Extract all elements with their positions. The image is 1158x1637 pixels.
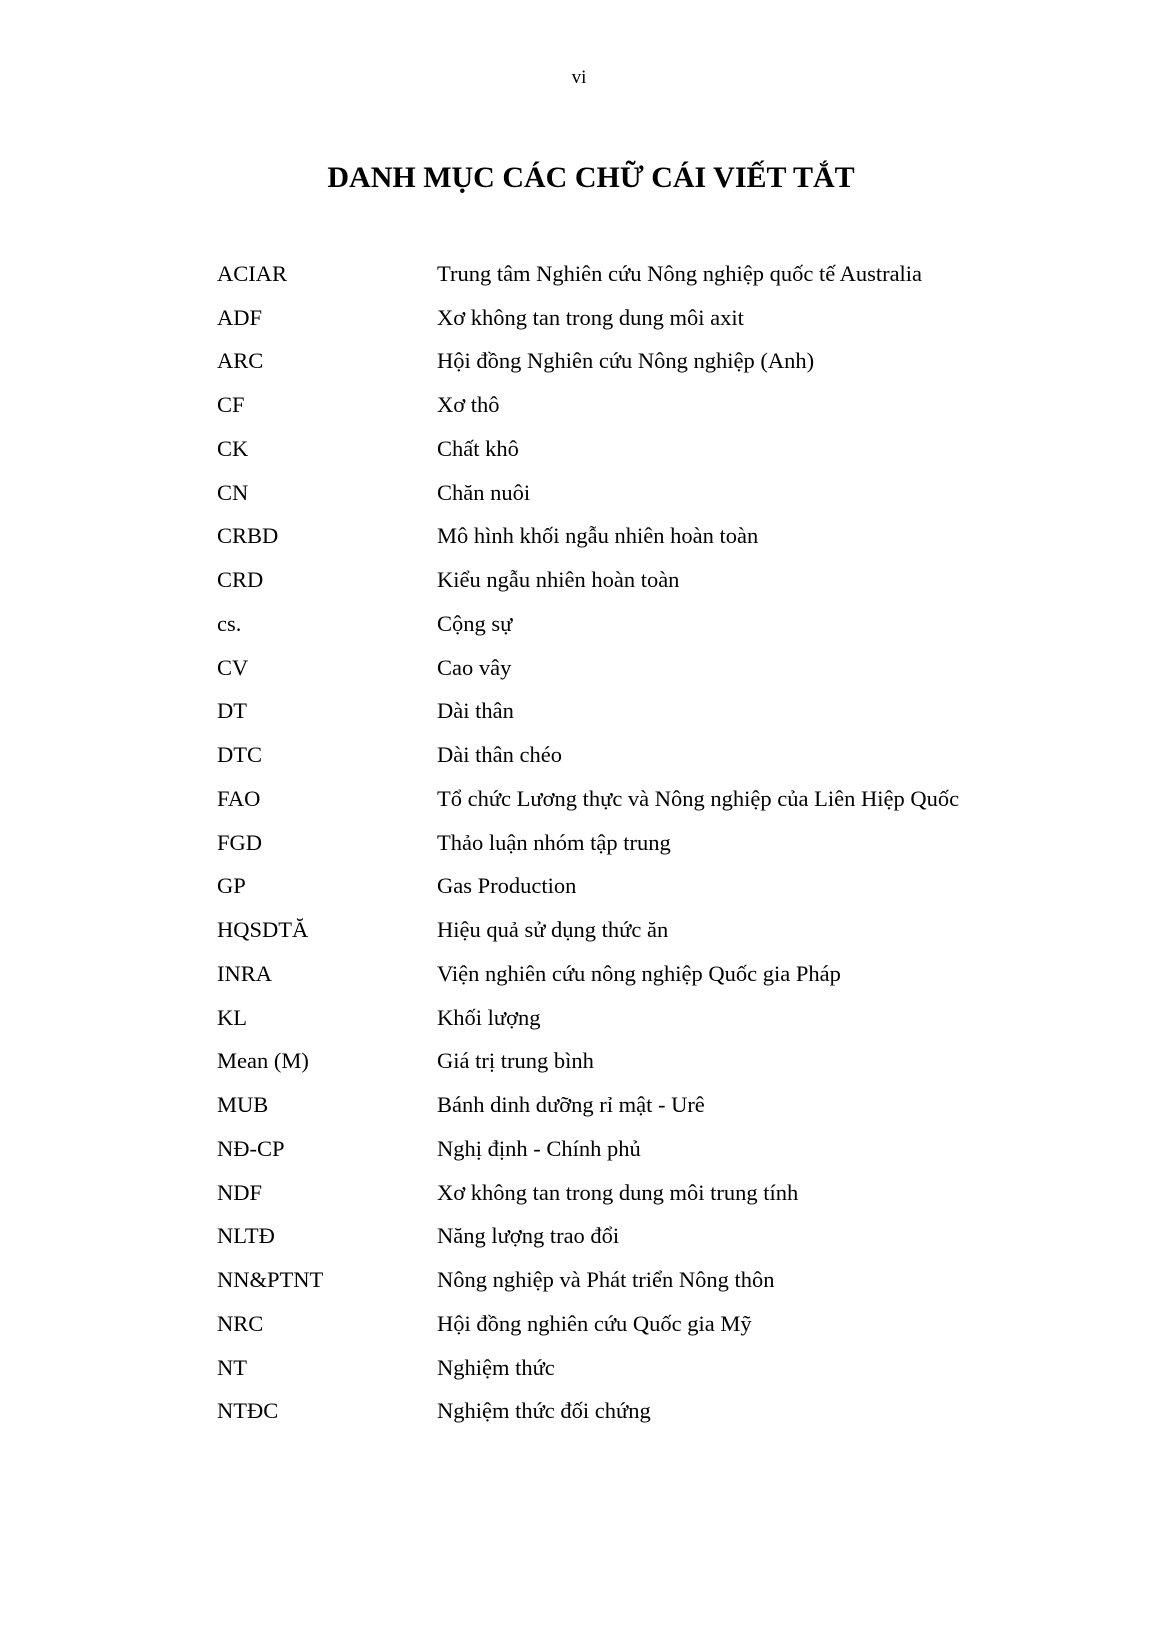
abbreviation-term: ADF xyxy=(217,304,263,330)
list-item xyxy=(217,383,1117,427)
abbreviation-term: NDF xyxy=(217,1179,263,1205)
page-title: DANH MỤC CÁC CHỮ CÁI VIẾT TẮT xyxy=(327,161,855,194)
abbreviation-term: NTĐC xyxy=(217,1398,279,1424)
abbreviation-definition: Hiệu quả sử dụng thức ăn xyxy=(437,917,669,943)
abbreviation-term: CN xyxy=(217,479,249,505)
list-item xyxy=(217,1215,1117,1259)
abbreviation-term: FGD xyxy=(217,829,263,855)
abbreviation-definition: Giá trị trung bình xyxy=(437,1048,594,1074)
list-item xyxy=(217,515,1117,559)
abbreviation-term: CF xyxy=(217,392,245,418)
abbreviation-term: DTC xyxy=(217,742,262,768)
abbreviation-term: ACIAR xyxy=(217,260,288,286)
list-item xyxy=(217,952,1117,996)
abbreviation-list xyxy=(217,252,1117,1433)
list-item xyxy=(217,1171,1117,1215)
abbreviation-definition: Mô hình khối ngẫu nhiên hoàn toàn xyxy=(437,523,759,549)
abbreviation-term: Mean (M) xyxy=(217,1048,309,1074)
abbreviation-term: CRD xyxy=(217,567,264,593)
list-item xyxy=(217,1040,1117,1084)
abbreviation-definition: Xơ không tan trong dung môi axit xyxy=(437,304,744,330)
abbreviation-term: ARC xyxy=(217,348,264,374)
abbreviation-definition: Nông nghiệp và Phát triển Nông thôn xyxy=(437,1267,775,1293)
list-item xyxy=(217,1302,1117,1346)
abbreviation-term: HQSDTĂ xyxy=(217,917,309,943)
list-item xyxy=(217,1258,1117,1302)
list-item xyxy=(217,558,1117,602)
abbreviation-term: MUB xyxy=(217,1092,269,1118)
abbreviation-definition: Gas Production xyxy=(437,873,577,899)
list-item xyxy=(217,427,1117,471)
abbreviation-definition: Nghiệm thức xyxy=(437,1354,555,1380)
abbreviation-definition: Dài thân chéo xyxy=(437,742,562,768)
abbreviation-definition: Viện nghiên cứu nông nghiệp Quốc gia Pháp xyxy=(437,960,841,986)
list-item xyxy=(217,602,1117,646)
abbreviation-definition: Chất khô xyxy=(437,435,519,461)
list-item xyxy=(217,865,1117,909)
list-item xyxy=(217,252,1117,296)
list-item xyxy=(217,908,1117,952)
abbreviation-term: CRBD xyxy=(217,523,279,549)
abbreviation-definition: Chăn nuôi xyxy=(437,479,531,505)
abbreviation-definition: Kiểu ngẫu nhiên hoàn toàn xyxy=(437,567,680,593)
page-number: vi xyxy=(571,67,587,88)
abbreviation-term: KL xyxy=(217,1004,247,1030)
abbreviation-definition: Bánh dinh dưỡng rỉ mật - Urê xyxy=(437,1092,705,1118)
list-item xyxy=(217,296,1117,340)
abbreviation-definition: Năng lượng trao đổi xyxy=(437,1223,620,1249)
list-item xyxy=(217,1083,1117,1127)
abbreviation-definition: Xơ không tan trong dung môi trung tính xyxy=(437,1179,799,1205)
abbreviation-term: NN&PTNT xyxy=(217,1267,324,1293)
abbreviation-definition: Hội đồng nghiên cứu Quốc gia Mỹ xyxy=(437,1310,752,1336)
abbreviation-term: DT xyxy=(217,698,247,724)
abbreviation-term: cs. xyxy=(217,610,242,636)
abbreviation-definition: Trung tâm Nghiên cứu Nông nghiệp quốc tế Australia xyxy=(437,260,923,286)
list-item xyxy=(217,821,1117,865)
abbreviation-definition: Khối lượng xyxy=(437,1004,541,1030)
abbreviation-term: NĐ-CP xyxy=(217,1135,285,1161)
list-item xyxy=(217,733,1117,777)
abbreviation-term: NLTĐ xyxy=(217,1223,275,1249)
abbreviation-term: NT xyxy=(217,1354,247,1380)
abbreviation-term: NRC xyxy=(217,1310,264,1336)
list-item xyxy=(217,777,1117,821)
abbreviation-definition: Dài thân xyxy=(437,698,514,724)
abbreviation-definition: Hội đồng Nghiên cứu Nông nghiệp (Anh) xyxy=(437,348,815,374)
abbreviation-term: CK xyxy=(217,435,249,461)
abbreviation-definition: Thảo luận nhóm tập trung xyxy=(437,829,671,855)
abbreviation-term: INRA xyxy=(217,960,272,986)
abbreviation-definition: Nghiệm thức đối chứng xyxy=(437,1398,651,1424)
list-item xyxy=(217,1127,1117,1171)
abbreviation-definition: Cao vây xyxy=(437,654,512,680)
list-item xyxy=(217,471,1117,515)
list-item xyxy=(217,1346,1117,1390)
abbreviation-definition: Tổ chức Lương thực và Nông nghiệp của Liên Hiệp Quốc xyxy=(437,785,960,811)
list-item xyxy=(217,646,1117,690)
abbreviation-term: GP xyxy=(217,873,246,899)
abbreviation-definition: Xơ thô xyxy=(437,392,500,418)
list-item xyxy=(217,1390,1117,1434)
list-item xyxy=(217,690,1117,734)
abbreviation-definition: Cộng sự xyxy=(437,610,513,636)
abbreviation-term: CV xyxy=(217,654,249,680)
abbreviation-term: FAO xyxy=(217,785,261,811)
list-item xyxy=(217,996,1117,1040)
list-item xyxy=(217,340,1117,384)
abbreviation-definition: Nghị định - Chính phủ xyxy=(437,1135,641,1161)
